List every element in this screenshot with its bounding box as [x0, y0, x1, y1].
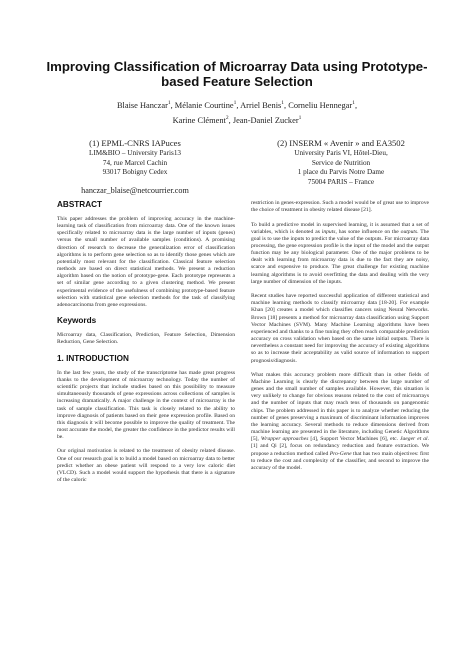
body-paragraph-accuracy-problem [251, 372, 429, 472]
affiliation-line: University Paris VI, Hôtel-Dieu, [294, 149, 388, 157]
text-run: , has some influence on the [335, 228, 401, 235]
emphasis-inputs: inputs [321, 228, 336, 235]
author-name: Jean-Daniel Zucker [232, 115, 299, 125]
author-name: Arriel Benis [240, 100, 282, 110]
emphasis-outputs: outputs [400, 228, 418, 235]
author-affil-mark: 1 [233, 100, 237, 106]
affiliation-line: 93017 Bobigny Cedex [102, 168, 168, 177]
author-affil-mark: 1 [352, 100, 355, 106]
author-name: Mélanie Courtine [174, 100, 234, 110]
emphasis-progene: Pro-Gene [329, 450, 352, 457]
right-column [251, 200, 429, 479]
text-run: What makes this accuracy problem more difficult than in other fields of Machine Learning is clearly the discrepancy between the large number of genes and the small number of samples available. However, this situation is very unlikely to change for obvious reasons related to the cost of microarrays and the number of inputs that may reach tens of thousands on pangenomic chips. The problem addressed in this paper is to analyze whether reducing the number of genes preserving a maximum of discriminant information improves the learning accuracy. Several methods to reduce dimensions derived from machine learning are presented in the literature, including Genetic Algorithms [5], [251, 371, 429, 443]
intro-paragraph-2: Our original motivation is related to the treatment of obesity related disease. One of our research goal is to build a model based on microarray data to better predict whether an obese patient will respond to a very low caloric diet (VLCD). Such a model would support the hypothesis that there is a signature of the caloric [57, 448, 235, 484]
affiliation-line: Service de Nutrition [311, 158, 371, 167]
emphasis-jaeger: Jaeger et al [400, 436, 428, 443]
intro-paragraph-1: In the last few years, the study of the transcriptome has made great progress thanks to the development of microarray technology. Today the number of scientific projects that include studies based on this possibility to measure simultaneously thousands of gene expressions across collections of samples is increasing dramatically. A major challenge in the context of microarray is the task of sample classification. This task is closely related to the ability to improve diagnosis of patients based on their gene expression profile. Based on this diagnosis it will become possible to improve the quality of treatment. The most accurate the model, the greater the confidence in the predictor results will be. [57, 369, 235, 441]
affiliation-line: 1 place du Parvis Notre Dame [297, 168, 385, 177]
keywords-text: Microarray data, Classification, Prediction, Feature Selection, Dimension Reduction, Gene Selection. [57, 332, 235, 346]
affiliation-line: LIM&BIO – University Paris13 [88, 149, 182, 157]
text-run: . The goal is to use the inputs to predict the value of the outputs. For microarray data processing, the gene expression profile is the input of the model and the output function may be any biological parameter. One of the major problems to be dealt with learning from microarray data is due to the fact they are noisy, scarce and expensive to produce. The great challenge for existing machine learning algorithms is to avoid overfitting the data and dealing with the very large number of dimension of the inputs. [251, 228, 429, 285]
abstract-heading: ABSTRACT [57, 200, 103, 209]
author-name: Blaise Hanczar [116, 100, 168, 110]
text-run: . [1] and Qi [2], focus on redundancy reduction and feature extraction. We propose a reduction method called [251, 436, 430, 457]
text-run: To build a predictive model in supervised learning, it is assumed that a set of variables, which is denoted as [251, 221, 429, 235]
left-column [57, 200, 235, 491]
text-run: [4], Support Vector Machines [6], etc. [308, 436, 401, 443]
text-run: that has two main objectives: first to reduce the cost and complexity of the classifier, and second to improve the accuracy of the model. [251, 450, 429, 471]
author-list [60, 97, 414, 127]
affiliation-heading: (1) EPML-CNRS IAPuces [89, 138, 181, 148]
abstract-text: This paper addresses the problem of improving accuracy in the machine-learning task of classification from microarray data. One of the known issues specifically related to microarray data is the large number of inputs (genes) versus the small number of available samples (conditions). A promising direction of research to decrease the generalization error of classification algorithms is to perform gene selection so as to identify those genes which are potentially most relevant for the classification. Classical feature selection methods are based on direct statistical methods. We present a reduction algorithm based on the notion of prototype-gene. Each prototype represents a set of similar gene according to a given clustering method. We present experimental evidence of the usefulness of combining prototype-based feature selection with statistical gene selection methods for the task of classifying adenocarcinoma from gene expressions. [57, 216, 235, 308]
author-affil-mark: 2 [225, 114, 229, 121]
author-name: Karine Clément [172, 115, 226, 125]
body-paragraph-recent-studies: Recent studies have reported successful application of different statistical and machine learning methods to classify microarray data [18-20]. For example Khan [20] creates a model which classifies cancers using Neural Networks. Brown [18] presents a method for microarray data classification using Support Vector Machines (SVM). Many Machine Learning algorithms have been experienced and thanks to a fine tuning they often reach comparable prediction accuracy on cross validation when based on the same initial outputs. There is nevertheless a constant need for improving the accuracy of existing algorithms so as to increase their acceptability as valid source of information to support prognosis/diagnosis. [251, 293, 429, 364]
author-affil-mark: 1 [281, 100, 285, 106]
body-paragraph-continued: restriction in genes-expression. Such a model would be of great use to improve the choice of treatment in obesity related disease [21]. [251, 200, 429, 214]
affiliation-line: 74, rue Marcel Cachin [102, 158, 168, 167]
affiliation-2 [236, 138, 446, 187]
paper-title: Improving Classification of Microarray Data using Prototype-based Feature Selection [46, 59, 428, 89]
keywords-heading: Keywords [57, 316, 97, 326]
emphasis-wrapper: Wrapper approaches [260, 436, 309, 443]
affiliation-1 [66, 138, 204, 195]
body-paragraph-supervised-learning [251, 222, 429, 286]
author-line-1: Blaise Hanczar$^1$, Mélanie Courtine$^1$, Arriel Benis$^1$, Corneliu Hennegar$^1$, [116, 100, 358, 110]
author-email: hanczar_blaise@netcourrier.com [81, 185, 189, 195]
author-line-2: Karine Clément$^2$, Jean-Daniel Zucker$^1$ [172, 114, 302, 125]
introduction-heading: 1. INTRODUCTION [57, 353, 129, 363]
author-name: Corneliu Hennegar [288, 100, 353, 110]
author-affil-mark: 1 [167, 100, 171, 106]
affiliation-line: 75004 PARIS – France [307, 177, 375, 186]
author-affil-mark: 1 [298, 114, 302, 121]
affiliation-heading: (2) INSERM « Avenir » and EA3502 [277, 138, 405, 148]
